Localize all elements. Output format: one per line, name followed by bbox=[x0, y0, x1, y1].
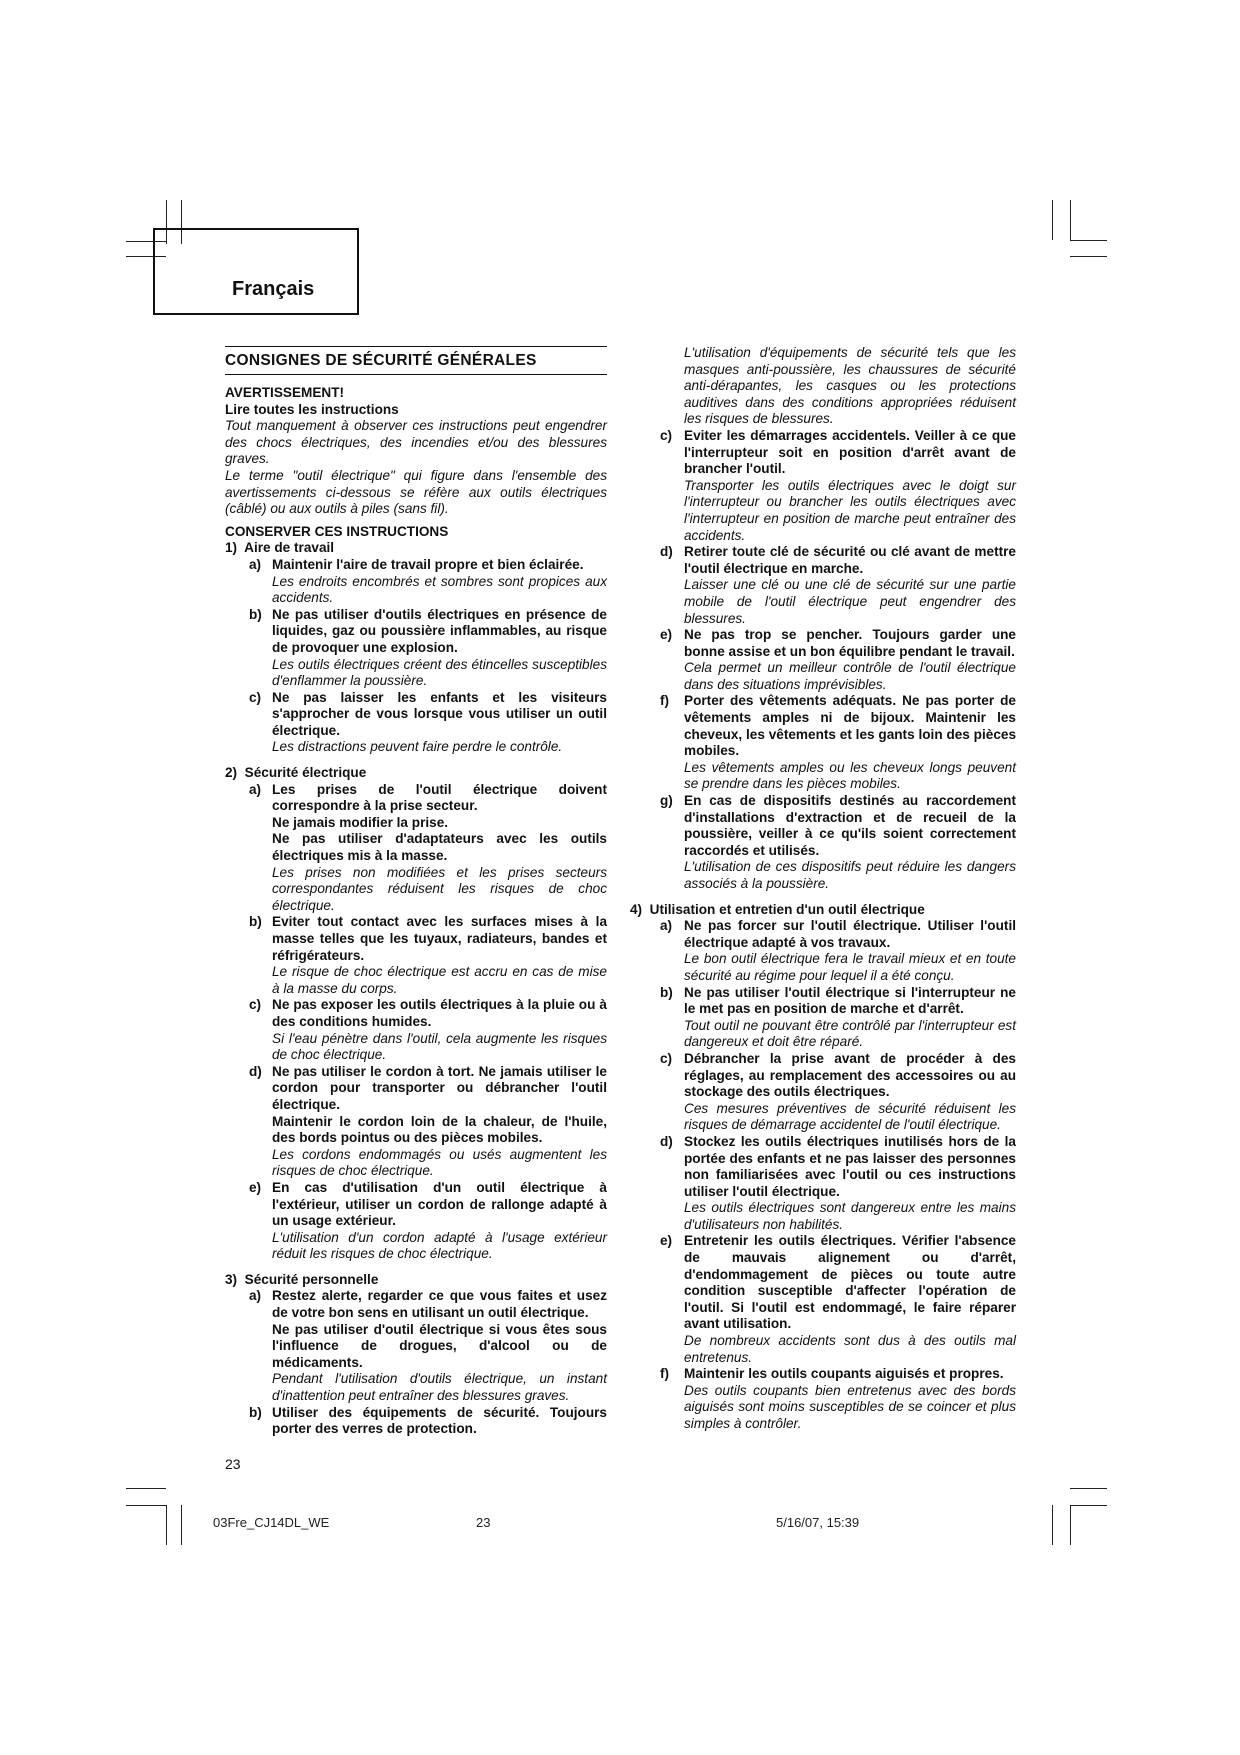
crop-mark bbox=[1070, 1505, 1107, 1506]
keep-instructions-title: CONSERVER CES INSTRUCTIONS bbox=[225, 523, 449, 539]
section-title: CONSIGNES DE SÉCURITÉ GÉNÉRALES bbox=[225, 346, 607, 375]
crop-mark bbox=[126, 1488, 166, 1489]
section-2-heading: 2) Sécurité électrique bbox=[225, 765, 367, 781]
section-3-item-d: d) Retirer toute clé de sécurité ou clé avant de mettre l'outil électrique en marche. Laisser une clé ou une clé de sécurité sur une partie mobile de l'outil électrique peut engendrer des blessures. bbox=[660, 544, 1016, 626]
section-4-item-d: d) Stockez les outils électriques inutilisés hors de la portée des enfants et ne pas laisser des personnes non familiarisées avec l'outil ou ces instructions utiliser l'outil électrique. Les outils électriques sont dangereux entre les mains d'utilisateurs non habilités. bbox=[660, 1133, 1016, 1232]
section-2-item-e: e) En cas d'utilisation d'un outil électrique à l'extérieur, utiliser un cordon de rallonge adapté à un usage extérieur. L'utilisation d'un cordon adapté à l'usage extérieur réduit les risques de choc électrique. bbox=[249, 1179, 607, 1262]
read-instructions-title: Lire toutes les instructions bbox=[225, 401, 399, 417]
section-1-item-b: b) Ne pas utiliser d'outils électriques en présence de liquides, gaz ou poussière inflammables, au risque de provoquer une explosion. Les outils électriques créent des étincelles susceptibles d'enflammer la poussière. bbox=[249, 606, 607, 689]
section-2-item-b: b) Eviter tout contact avec les surfaces mises à la masse telles que les tuyaux, radiateurs, bandes et réfrigérateurs. Le risque de choc électrique est accru en cas de mise à la masse du corps. bbox=[249, 914, 607, 996]
section-2-item-d: d) Ne pas utiliser le cordon à tort. Ne jamais utiliser le cordon pour transporter ou débrancher l'outil électrique. Maintenir le cordon loin de la chaleur, de l'huile, des bords pointus ou des pièces mobiles. Les cordons endommagés ou usés augmentent les risques de choc électrique. bbox=[249, 1063, 607, 1179]
section-3-item-f: f) Porter des vêtements adéquats. Ne pas porter de vêtements amples ni de bijoux. Maintenir les cheveux, les vêtements et les gants loin des pièces mobiles. Les vêtements amples ou les cheveux longs peuvent se prendre dans les pièces mobiles. bbox=[660, 693, 1016, 792]
section-4-heading: 4) Utilisation et entretien d'un outil électrique bbox=[630, 901, 925, 917]
crop-mark bbox=[1070, 1488, 1107, 1489]
crop-mark bbox=[1070, 1505, 1071, 1545]
left-column bbox=[225, 346, 607, 1438]
warning-title: AVERTISSEMENT! bbox=[225, 385, 345, 400]
intro-paragraph-2: Le terme "outil électrique" qui figure dans l'ensemble des avertissements ci-dessous se réfère aux outils électriques (câblé) ou aux outils à piles (sans fil). bbox=[225, 467, 607, 517]
crop-mark bbox=[1070, 240, 1107, 241]
section-3-item-g: g) En cas de dispositifs destinés au raccordement d'installations d'extraction et de recueil de la poussière, veiller à ce qu'ils soient correctement raccordés et utilisés. L'utilisation de ces dispositifs peut réduire les dangers associés à la poussière. bbox=[660, 793, 1016, 891]
intro-paragraph-1: Tout manquement à observer ces instructions peut engendrer des chocs électriques, des incendies et/ou des blessures graves. bbox=[225, 418, 607, 467]
section-1-item-a: a) Maintenir l'aire de travail propre et bien éclairée. Les endroits encombrés et sombres sont propices aux accidents. bbox=[249, 556, 607, 606]
section-3-item-e: e) Ne pas trop se pencher. Toujours garder une bonne assise et un bon équilibre pendant le travail. Cela permet un meilleur contrôle de l'outil électrique dans des situations imprévisibles. bbox=[660, 627, 1016, 692]
crop-mark bbox=[126, 1505, 166, 1506]
section-1-item-c: c) Ne pas laisser les enfants et les visiteurs s'approcher de vous lorsque vous utiliser un outil électrique. Les distractions peuvent faire perdre le contrôle. bbox=[249, 689, 607, 755]
section-3-item-b-continued: L'utilisation d'équipements de sécurité tels que les masques anti-poussière, les chaussures de sécurité anti-dérapantes, les casques ou les protections auditives dans des conditions appropriées réduisent les risques de blessures. bbox=[684, 345, 1016, 427]
section-4-item-c: c) Débrancher la prise avant de procéder à des réglages, au remplacement des accessoires ou au stockage des outils électriques. Ces mesures préventives de sécurité réduisent les risques de démarrage accidentel de l'outil électrique. bbox=[660, 1050, 1016, 1133]
crop-mark bbox=[1052, 1505, 1053, 1545]
section-3-heading: 3) Sécurité personnelle bbox=[225, 1271, 379, 1287]
section-3-item-c: c) Eviter les démarrages accidentels. Veiller à ce que l'interrupteur soit en position d'arrêt avant de brancher l'outil. Transporter les outils électriques avec le doigt sur l'interrupteur ou brancher les outils électriques avec l'interrupteur en position de marche peut entraîner des accidents. bbox=[660, 427, 1016, 543]
crop-mark bbox=[1070, 256, 1107, 257]
section-3-item-a: a) Restez alerte, regarder ce que vous faites et usez de votre bon sens en utilisant un outil électrique. Ne pas utiliser d'outil électrique si vous êtes sous l'influence de drogues, d'alcool ou de médicaments. Pendant l'utilisation d'outils électrique, un instant d'inattention peut entraîner des blessures graves. bbox=[249, 1288, 607, 1404]
language-header-box bbox=[153, 228, 359, 315]
section-4-item-b: b) Ne pas utiliser l'outil électrique si l'interrupteur ne le met pas en position de marche et d'arrêt. Tout outil ne pouvant être contrôlé par l'interrupteur est dangereux et doit être réparé. bbox=[660, 984, 1016, 1050]
section-4-item-a: a) Ne pas forcer sur l'outil électrique. Utiliser l'outil électrique adapté à vos travaux. Le bon outil électrique fera le travail mieux et en toute sécurité au régime pour lequel il a été conçu. bbox=[660, 918, 1016, 983]
language-label: Français bbox=[232, 278, 315, 300]
section-4-item-e: e) Entretenir les outils électriques. Vérifier l'absence de mauvais alignement ou d'arrêt, d'endommagement de pièces ou toute autre condition susceptible d'affecter l'opération de l'outil. Si l'outil est endommagé, le faire réparer avant utilisation. De nombreux accidents sont dus à des outils mal entretenus. bbox=[660, 1233, 1016, 1365]
section-2-item-c: c) Ne pas exposer les outils électriques à la pluie ou à des conditions humides. Si l'eau pénètre dans l'outil, cela augmente les risques de choc électrique. bbox=[249, 997, 607, 1063]
footer-filename: 03Fre_CJ14DL_WE bbox=[213, 1515, 330, 1530]
right-column bbox=[630, 345, 1016, 1433]
footer-page: 23 bbox=[476, 1515, 491, 1530]
crop-mark bbox=[166, 1505, 167, 1545]
section-2-item-a: a) Les prises de l'outil électrique doivent correspondre à la prise secteur. Ne jamais modifier la prise. Ne pas utiliser d'adaptateurs avec les outils électriques mis à la masse. Les prises non modifiées et les prises secteurs correspondantes réduisent les risques de choc électrique. bbox=[249, 781, 607, 913]
crop-mark bbox=[1052, 200, 1053, 240]
page-number: 23 bbox=[225, 1456, 241, 1472]
section-1-heading: 1) Aire de travail bbox=[225, 540, 335, 556]
footer-datetime: 5/16/07, 15:39 bbox=[776, 1515, 860, 1530]
section-4-item-f: f) Maintenir les outils coupants aiguisés et propres. Des outils coupants bien entretenus avec des bords aiguisés sont moins susceptibles de se coincer et plus simples à contrôler. bbox=[660, 1366, 1016, 1431]
crop-mark bbox=[181, 1505, 182, 1545]
crop-mark bbox=[1070, 200, 1071, 240]
section-3-item-b: b) Utiliser des équipements de sécurité. Toujours porter des verres de protection. bbox=[249, 1404, 607, 1437]
